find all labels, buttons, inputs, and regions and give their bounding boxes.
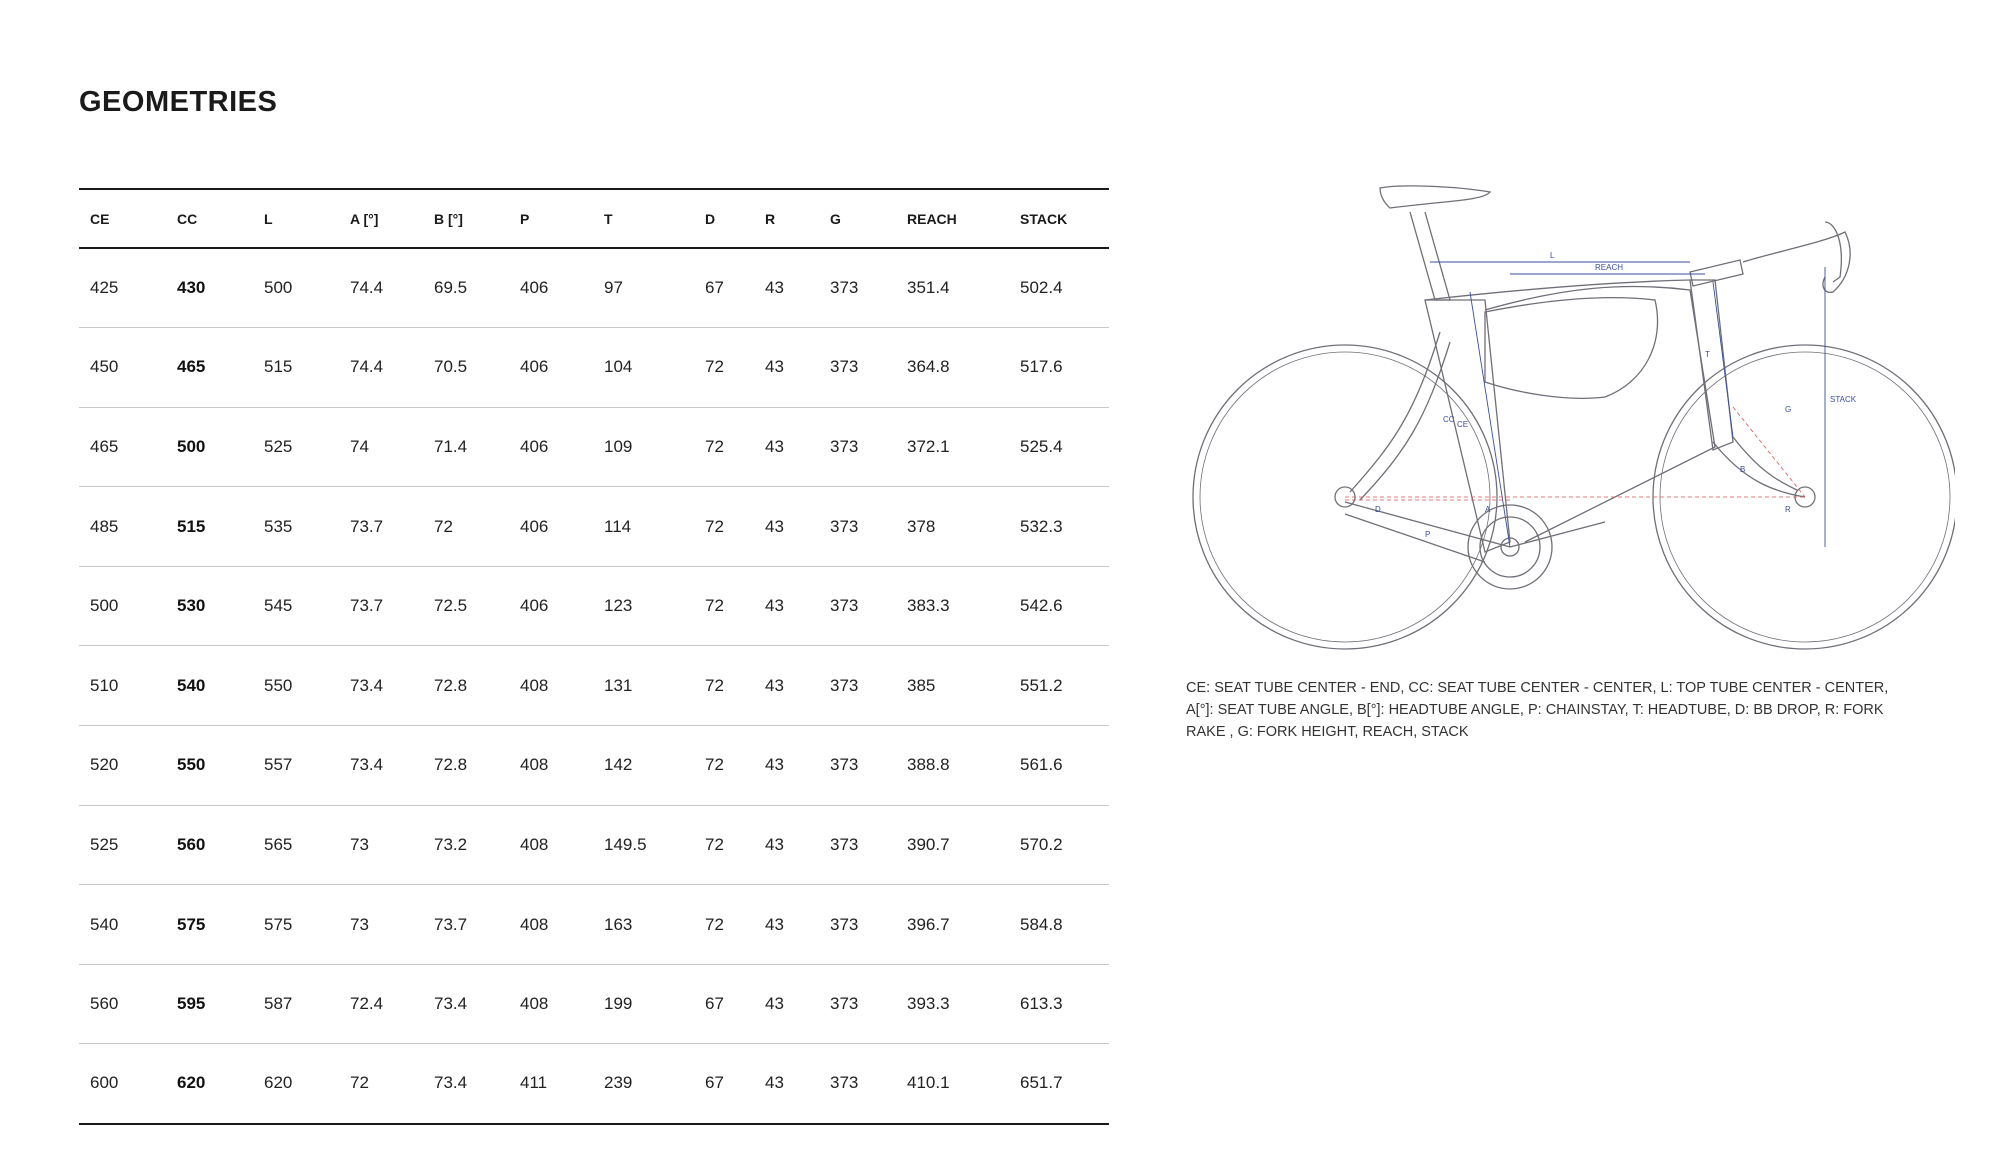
table-cell: 535 — [264, 516, 293, 536]
table-cell: 364.8 — [907, 357, 950, 377]
table-cell: 72.8 — [434, 755, 468, 775]
table-cell: 545 — [264, 596, 293, 616]
table-cell: 43 — [765, 834, 784, 854]
table-cell: 72.4 — [350, 994, 384, 1014]
table-cell: 72 — [705, 516, 724, 536]
table-cell: 385 — [907, 675, 936, 695]
table-cell: 560 — [177, 834, 206, 854]
table-cell: 73.4 — [434, 1073, 468, 1093]
table-cell: 500 — [264, 278, 293, 298]
table-row — [79, 646, 1109, 726]
table-cell: 620 — [264, 1073, 293, 1093]
table-cell: 540 — [90, 914, 119, 934]
fork-inner — [1733, 437, 1797, 490]
label-p: P — [1425, 530, 1431, 539]
table-cell: 565 — [264, 834, 293, 854]
label-r: R — [1785, 505, 1791, 514]
table-cell: 390.7 — [907, 834, 950, 854]
table-cell: 43 — [765, 1073, 784, 1093]
table-cell: 131 — [604, 675, 633, 695]
table-cell: 73.2 — [434, 834, 468, 854]
handlebar — [1743, 232, 1850, 292]
column-header: CC — [166, 189, 253, 248]
column-header: A [°] — [339, 189, 423, 248]
table-cell: 72.5 — [434, 596, 468, 616]
table-cell: 520 — [90, 755, 119, 775]
table-row — [79, 964, 1109, 1044]
label-cc: CC — [1443, 415, 1455, 424]
table-cell: 542.6 — [1020, 596, 1063, 616]
table-cell: 114 — [604, 516, 632, 536]
table-cell: 532.3 — [1020, 516, 1063, 536]
table-cell: 72 — [705, 675, 724, 695]
column-header: STACK — [1009, 189, 1109, 248]
table-header-row — [79, 189, 1109, 248]
table-cell: 515 — [177, 516, 206, 536]
table-cell: 465 — [177, 357, 206, 377]
fork — [1713, 442, 1805, 497]
down-tube — [1485, 286, 1715, 542]
table-cell: 104 — [604, 357, 633, 377]
table-cell: 43 — [765, 436, 784, 456]
table-cell: 373 — [830, 755, 859, 775]
table-cell: 73.4 — [350, 675, 384, 695]
table-cell: 373 — [830, 357, 859, 377]
label-ce: CE — [1457, 420, 1469, 429]
table-cell: 378 — [907, 516, 936, 536]
table-cell: 406 — [520, 516, 549, 536]
table-cell: 72.8 — [434, 675, 468, 695]
table-cell: 525 — [264, 436, 293, 456]
label-b: B — [1740, 465, 1746, 474]
table-cell: 43 — [765, 675, 784, 695]
table-cell: 551.2 — [1020, 675, 1063, 695]
table-cell: 373 — [830, 1073, 859, 1093]
table-cell: 373 — [830, 278, 859, 298]
table-cell: 408 — [520, 994, 549, 1014]
table-cell: 550 — [264, 675, 293, 695]
table-cell: 613.3 — [1020, 994, 1063, 1014]
table-row — [79, 885, 1109, 965]
table-cell: 71.4 — [434, 436, 468, 456]
table-cell: 465 — [90, 436, 119, 456]
table-cell: 373 — [830, 994, 859, 1014]
table-cell: 396.7 — [907, 914, 950, 934]
stem — [1690, 260, 1743, 286]
table-cell: 525 — [90, 834, 119, 854]
table-cell: 410.1 — [907, 1073, 950, 1093]
table-cell: 73.4 — [350, 755, 384, 775]
table-cell: 373 — [830, 436, 859, 456]
table-cell: 72 — [705, 834, 724, 854]
table-cell: 43 — [765, 596, 784, 616]
down-tube-window — [1485, 298, 1658, 399]
table-cell: 73 — [350, 914, 369, 934]
table-cell: 72 — [705, 755, 724, 775]
table-cell: 595 — [177, 994, 206, 1014]
column-header: B [°] — [423, 189, 509, 248]
label-d: D — [1375, 505, 1381, 514]
table-cell: 587 — [264, 994, 293, 1014]
table-body — [79, 248, 1109, 1124]
table-cell: 74.4 — [350, 357, 384, 377]
table-cell: 43 — [765, 994, 784, 1014]
table-cell: 73 — [350, 834, 369, 854]
table-cell: 43 — [765, 755, 784, 775]
table-cell: 411 — [520, 1073, 548, 1093]
table-cell: 557 — [264, 755, 293, 775]
column-header: REACH — [896, 189, 1009, 248]
table-cell: 525.4 — [1020, 436, 1063, 456]
table-cell: 239 — [604, 1073, 633, 1093]
table-cell: 70.5 — [434, 357, 468, 377]
table-cell: 406 — [520, 436, 549, 456]
table-cell: 502.4 — [1020, 278, 1063, 298]
table-cell: 406 — [520, 278, 549, 298]
label-a: A — [1485, 505, 1491, 514]
table-cell: 530 — [177, 596, 206, 616]
dim-g — [1733, 407, 1805, 497]
table-cell: 373 — [830, 914, 859, 934]
label-t: T — [1705, 350, 1710, 359]
column-header: D — [694, 189, 754, 248]
table-row — [79, 487, 1109, 567]
table-cell: 73.7 — [434, 914, 468, 934]
geometry-table — [79, 188, 1109, 1125]
label-stack: STACK — [1830, 395, 1857, 404]
table-cell: 373 — [830, 834, 859, 854]
table-cell: 408 — [520, 755, 549, 775]
table-cell: 408 — [520, 675, 549, 695]
table-cell: 43 — [765, 516, 784, 536]
table-cell: 651.7 — [1020, 1073, 1063, 1093]
table-cell: 123 — [604, 596, 633, 616]
table-cell: 142 — [604, 755, 633, 775]
table-cell: 73.7 — [350, 596, 384, 616]
saddle — [1380, 186, 1490, 208]
table-cell: 73.7 — [350, 516, 384, 536]
table-cell: 72 — [705, 596, 724, 616]
table-cell: 199 — [604, 994, 633, 1014]
table-row — [79, 1044, 1109, 1124]
table-cell: 43 — [765, 278, 784, 298]
table-cell: 575 — [177, 914, 206, 934]
table-cell: 408 — [520, 914, 549, 934]
label-reach: REACH — [1595, 263, 1624, 272]
table-cell: 373 — [830, 516, 859, 536]
geometry-legend: CE: SEAT TUBE CENTER - END, CC: SEAT TUBE CENTER - CENTER, L: TOP TUBE CENTER - CENTER, A[°]: SEAT TUBE ANGLE, B[°]: HEADTUBE ANGLE, P: CHAINSTAY, T: HEADTUBE, D: BB DROP, R: FORK RAKE , G: FORK HEIGHT, REACH, STACK — [1186, 680, 1889, 740]
table-row — [79, 407, 1109, 487]
table-cell: 561.6 — [1020, 755, 1063, 775]
table-cell: 72 — [705, 357, 724, 377]
table-cell: 74 — [350, 436, 369, 456]
table-cell: 560 — [90, 994, 119, 1014]
column-header: G — [819, 189, 896, 248]
table-cell: 620 — [177, 1073, 206, 1093]
column-header: P — [509, 189, 593, 248]
table-cell: 373 — [830, 675, 859, 695]
table-cell: 550 — [177, 755, 206, 775]
table-cell: 351.4 — [907, 278, 950, 298]
column-header: T — [593, 189, 694, 248]
top-tube — [1425, 280, 1690, 300]
table-cell: 406 — [520, 596, 549, 616]
table-cell: 510 — [90, 675, 119, 695]
label-g: G — [1785, 405, 1792, 414]
table-cell: 393.3 — [907, 994, 950, 1014]
table-cell: 163 — [604, 914, 633, 934]
table-cell: 406 — [520, 357, 549, 377]
brake-lever — [1825, 222, 1841, 282]
table-cell: 372.1 — [907, 436, 950, 456]
table-cell: 430 — [177, 278, 206, 298]
table-cell: 69.5 — [434, 278, 468, 298]
table-cell: 74.4 — [350, 278, 384, 298]
column-header: L — [253, 189, 339, 248]
column-header: R — [754, 189, 819, 248]
table-cell: 570.2 — [1020, 834, 1063, 854]
table-cell: 109 — [604, 436, 633, 456]
table-cell: 149.5 — [604, 834, 647, 854]
table-cell: 67 — [705, 1073, 724, 1093]
table-cell: 67 — [705, 994, 724, 1014]
table-cell: 515 — [264, 357, 293, 377]
table-cell: 43 — [765, 357, 784, 377]
dim-t — [1713, 282, 1733, 437]
table-cell: 383.3 — [907, 596, 950, 616]
table-cell: 388.8 — [907, 755, 950, 775]
table-cell: 72 — [434, 516, 453, 536]
table-cell: 72 — [705, 914, 724, 934]
table-cell: 485 — [90, 516, 119, 536]
table-cell: 500 — [177, 436, 206, 456]
table-row — [79, 726, 1109, 806]
column-header: CE — [79, 189, 166, 248]
page-title: GEOMETRIES — [79, 86, 278, 118]
table-cell: 600 — [90, 1073, 119, 1093]
table-row — [79, 328, 1109, 408]
table-cell: 584.8 — [1020, 914, 1063, 934]
table-row — [79, 566, 1109, 646]
table-row — [79, 248, 1109, 328]
label-l: L — [1550, 251, 1555, 260]
table-cell: 73.4 — [434, 994, 468, 1014]
table-cell: 97 — [604, 278, 623, 298]
table-cell: 575 — [264, 914, 293, 934]
table-cell: 517.6 — [1020, 357, 1063, 377]
seat-stay-inner — [1360, 342, 1450, 500]
table-cell: 373 — [830, 596, 859, 616]
seatpost — [1410, 212, 1450, 300]
table-cell: 425 — [90, 278, 119, 298]
table-row — [79, 805, 1109, 885]
table-cell: 408 — [520, 834, 549, 854]
table-cell: 450 — [90, 357, 119, 377]
table-cell: 72 — [350, 1073, 369, 1093]
table-cell: 43 — [765, 914, 784, 934]
table-cell: 500 — [90, 596, 119, 616]
bike-geometry-diagram — [1185, 182, 1955, 660]
table-cell: 540 — [177, 675, 206, 695]
table-cell: 67 — [705, 278, 724, 298]
seat-stay — [1350, 332, 1440, 492]
table-cell: 72 — [705, 436, 724, 456]
